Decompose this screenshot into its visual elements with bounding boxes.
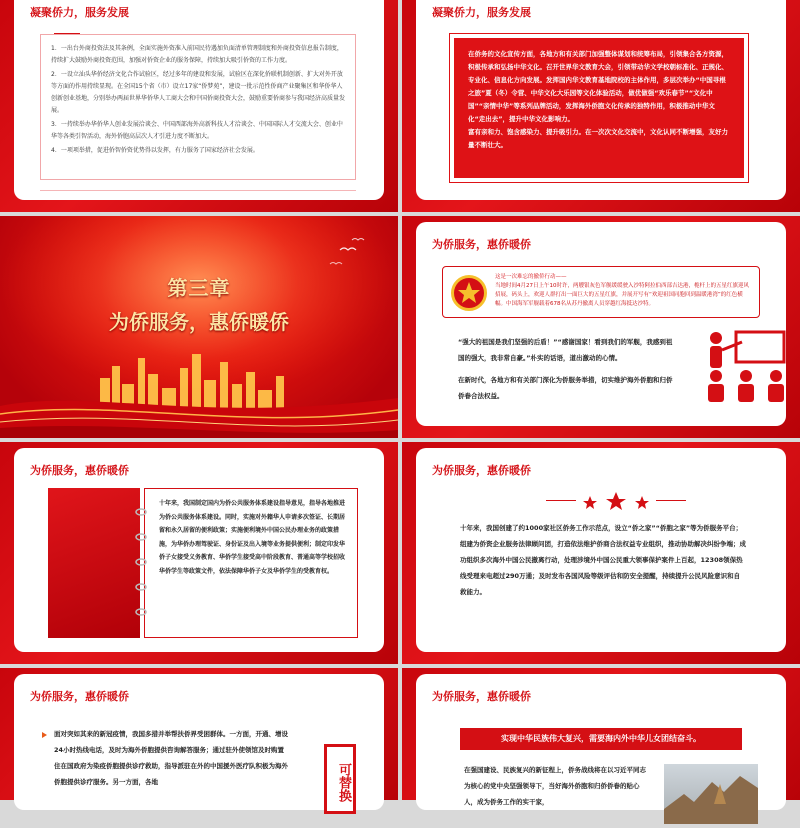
highlight-box [454, 38, 744, 178]
body-text: 在强国建设、民族复兴的新征程上，侨务战线将在以习近平同志为核心的党中央坚强领导下，当好海外侨胞和归侨侨眷的贴心人，成为侨务工作的实干家， [464, 766, 646, 806]
news-banner [442, 266, 760, 318]
quote-text-2: 在新时代，各地方和有关部门深化为侨服务举措，切实维护海外侨胞和归侨侨眷合法权益。 [458, 376, 673, 400]
list-item: 2．一设立汕头华侨经济文化合作试验区，经过多年的建设和发展，试验区在深化侨联机制创新、扩大对外开放等方面的作用持续显现。在全国15个省（市）设立17家“侨梦苑”，建设一批示范性侨商产业聚集区和华侨华人创新创业基地，分别举办两届世界华侨华人工商大会和中国侨商投资大会，鼓励重要侨商参与我国经济高质量发展。 [51, 71, 346, 114]
bullet-arrow-icon [42, 732, 47, 738]
text-frame [144, 488, 358, 638]
slide-thumbnail-3[interactable] [0, 216, 398, 438]
paragraph: 在侨务的文化宣传方面，各地方和有关部门加强整体谋划和统筹布局，引领集合各方资源，积极传承和弘扬中华文化。召开世界华文教育大会，引领带动华文学校朝标准化、正规化、专业化、信息化方向发展。发挥国内华文教育基地院校的主体作用，多层次举办“中国寻根之旅”夏（冬）令营、中华文化大乐园等文化体验活动，做优做强“欢乐春节”“文化中国”“亲情中华”等系列品牌活动，发挥海外侨胞文化传承的独特作用，积极推动中华文化“走出去”，提升中华文化影响力。 [468, 50, 728, 123]
great-wall-photo [664, 764, 758, 824]
ribbon-heading: 实现中华民族伟大复兴，需要海内外中华儿女团结奋斗。 [460, 728, 742, 750]
section-title: 为侨服务，惠侨暖侨 [432, 690, 531, 703]
paragraph: 富有亲和力、饱含感染力、提升吸引力。在一次次文化交流中，文化认同不断增强，友好力量不断壮大。 [468, 128, 728, 149]
section-title: 凝聚侨力，服务发展 [432, 6, 531, 19]
slide-thumbnail-5[interactable] [0, 442, 398, 664]
city-skyline-decoration [0, 328, 398, 438]
banner-body: 当地时间4月27日上午10时许，两艘银灰色军舰缓缓驶入沙特阿拉伯西部吉达港，桅杆上的五星红旗迎风招展，码头上，欢迎人群打出一面巨大的五星红旗，并展开写有“欢迎祖国同胞回到温暖港湾”的红色横幅。中国海军军舰载着678名从苏丹撤离人员穿越红海抵达沙特。 [495, 283, 749, 307]
section-title: 凝聚侨力，服务发展 [30, 6, 129, 19]
banner-text [495, 273, 753, 309]
body-text: 十年来，我国制定国内为侨公共服务体系建设指导意见，指导各地推进为侨公共服务体系建设。同时，实施对外籍华人申请多次签证、长期居留和永久居留的便利政策；实施便利境外中国公民办理业务的政策措施，为华侨办理驾驶证、身份证及出入境等业务提供便利；制定印发华侨子女接受义务教育、华侨学生接受高中阶段教育、普通高等学校招收华侨学生等政策文件，依法保障华侨子女及华侨学生的受教育权。 [159, 500, 346, 575]
slide-card [14, 674, 384, 810]
slide-card [14, 0, 384, 200]
slide-thumbnail-8[interactable] [402, 668, 800, 806]
divider [40, 190, 356, 191]
binder-rings-decoration [134, 492, 148, 642]
divider-left [546, 500, 576, 501]
replaceable-image-placeholder: 可替换 [324, 744, 356, 814]
bullet-text: 面对突如其来的新冠疫情，我国多措并举帮扶侨界受困群体。一方面，开通、增设24小时热线电话，及时为海外侨胞提供咨询解答服务；通过驻外使领馆及时购置住在国政府为染疫侨胞提供诊疗救助，指导派驻在外的中国援外医疗队积极为海外侨胞提供诊疗服务。另一方面，各地 [54, 730, 288, 786]
section-title: 为侨服务，惠侨暖侨 [30, 690, 129, 703]
divider-right [656, 500, 686, 501]
slide-card [14, 448, 384, 652]
text-frame [40, 34, 356, 180]
slide-card [416, 222, 786, 426]
section-title: 为侨服务，惠侨暖侨 [432, 238, 531, 251]
quote-block [458, 334, 678, 404]
slide-card [416, 0, 786, 200]
body-text: 十年来，我国创建了约1000家社区侨务工作示范点，设立“侨之家”“侨胞之家”等为侨服务平台；组建为侨资企业服务法律顾问团，打造依法维护侨商合法权益专业组织，推动协助解决纠纷争端；成功组织多次海外中国公民撤离行动，处理涉境外中国公民重大领事保护案件上百起，12308领保热线受理来电超过290万通；及时发布各国风险等级评估和防安全提醒，持续提升公民风险意识和自救能力。 [460, 524, 746, 596]
list-item: 4．一项项举措，促进侨智侨资优势得以发挥，有力服务了国家经济社会发展。 [51, 147, 259, 154]
list-item: 3．一持续举办华侨华人创业发展洽谈会、中国西部海外高新科技人才洽谈会、中国国际人才交流大会、创业中华等各类引智活动，海外侨胞高层次人才引进力度不断加大。 [51, 121, 343, 140]
slide-card [416, 448, 786, 652]
banner-heading: 这是一次难忘的撤侨行动—— [495, 274, 567, 280]
quote-text: “强大的祖国是我们坚强的后盾！”“感谢国家！看到我们的军舰，我感到祖国的强大，我非常自豪。”朴实的话语，道出激动的心情。 [458, 338, 673, 362]
section-title: 为侨服务，惠侨暖侨 [432, 464, 531, 477]
slide-thumbnail-2[interactable] [402, 0, 800, 212]
slide-thumbnail-6[interactable] [402, 442, 800, 664]
slide-card [416, 674, 786, 810]
presentation-meeting-icon [702, 326, 792, 406]
stars-decoration-icon [576, 492, 656, 510]
flag-image [48, 488, 140, 638]
section-title: 为侨服务，惠侨暖侨 [30, 464, 129, 477]
chapter-title: 为侨服务，惠侨暖侨 [109, 310, 289, 334]
chapter-number: 第三章 [167, 276, 231, 300]
slide-thumbnail-1[interactable] [0, 0, 398, 212]
star-emblem-icon [451, 275, 487, 311]
list-item: 1．一出台外商投资法及其条例，全面实施外资准入前国民待遇加负面清单管理制度和外商投资信息报告制度，持续扩大鼓励外商投资范围，加强对侨资企业的服务保障，持续加大吸引侨资的工作力度。 [51, 45, 343, 64]
slide-thumbnail-4[interactable] [402, 216, 800, 438]
bullet-list [54, 726, 290, 790]
slide-thumbnail-7[interactable] [0, 668, 398, 800]
